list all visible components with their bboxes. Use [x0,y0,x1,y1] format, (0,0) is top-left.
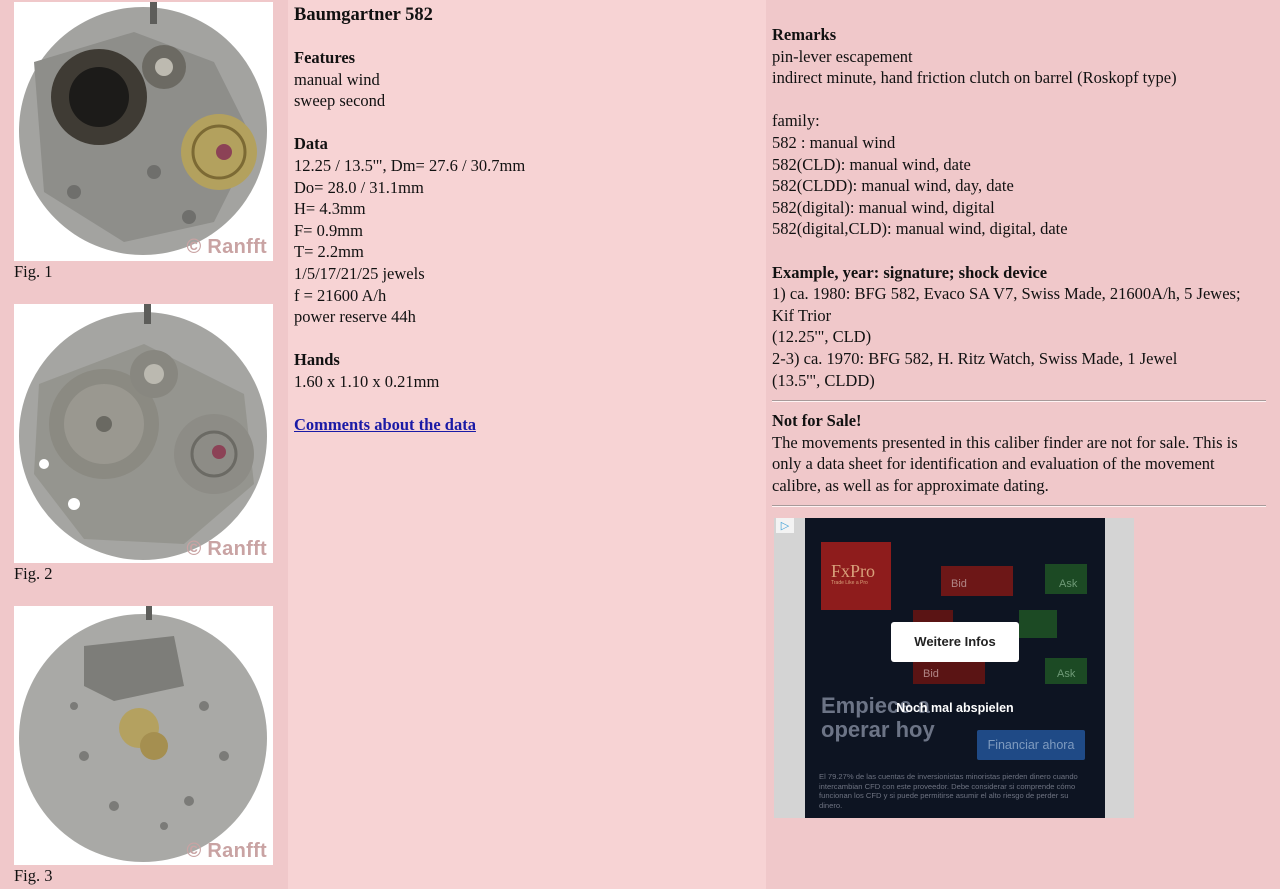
family-item: 582(digital,CLD): manual wind, digital, date [772,219,1068,239]
example-line: (12.25'", CLD) [772,327,872,347]
brand-logo-box [821,542,891,610]
data-item: T= 2.2mm [294,242,364,262]
ask-box-2 [1019,610,1057,638]
bid-label: Bid [951,578,967,590]
watch-movement-image [14,304,273,563]
bid-label: Bid [923,668,939,680]
ranfft-watermark: © Ranfft [186,840,267,863]
figure-caption: Fig. 1 [14,262,53,281]
data-column [288,0,766,889]
bid-box [941,566,1013,596]
figure-1 [14,2,273,283]
ask-label: Ask [1057,668,1076,680]
feature-item: sweep second [294,91,386,111]
watch-movement-image [14,2,273,261]
replay-button[interactable]: Noch mal abspielen [896,701,1014,715]
data-item: 1/5/17/21/25 jewels [294,263,425,283]
data-item: F= 0.9mm [294,220,363,240]
ask-label: Ask [1059,578,1078,590]
movement-photo-1[interactable] [14,2,273,261]
data-item: 12.25 / 13.5'", Dm= 27.6 / 30.7mm [294,155,526,175]
not-for-sale-heading: Not for Sale! [772,411,862,431]
figure-caption: Fig. 2 [14,564,53,583]
data-item: Do= 28.0 / 31.1mm [294,177,424,197]
example-line: 2-3) ca. 1970: BFG 582, H. Ritz Watch, Swiss Made, 1 Jewel [772,348,1178,368]
weitere-infos-button[interactable]: Weitere Infos [891,622,1019,662]
financiar-ahora-button[interactable]: Financiar ahora [977,730,1085,760]
example-line: 1) ca. 1980: BFG 582, Evaco SA V7, Swiss Made, 21600A/h, 5 Jewes; Kif Trior [772,284,1241,325]
figure-column [0,0,288,889]
movement-photo-2[interactable] [14,304,273,563]
data-item: f = 21600 A/h [294,285,387,305]
page-title: Baumgartner 582 [294,5,433,25]
ad-creative[interactable] [805,518,1105,818]
ad-headline: Empiece a operar hoy [821,693,935,742]
family-heading: family: [772,111,820,131]
ask-box-3 [1045,658,1087,684]
remark-line: pin-lever escapement [772,46,913,66]
family-item: 582(CLDD): manual wind, day, date [772,176,1014,196]
examples-heading: Example, year: signature; shock device [772,262,1048,282]
ask-box [1045,564,1087,594]
family-item: 582(CLD): manual wind, date [772,154,971,174]
data-item: H= 4.3mm [294,199,366,219]
features-heading: Features [294,48,356,67]
remarks-heading: Remarks [772,25,837,44]
ad-choices-icon[interactable]: ▷ [776,518,794,533]
figure-caption: Fig. 3 [14,866,53,885]
data-item: power reserve 44h [294,307,416,327]
hands-heading: Hands [294,350,340,370]
ranfft-watermark: © Ranfft [186,236,267,259]
movement-photo-3[interactable] [14,606,273,865]
family-item: 582 : manual wind [772,132,896,152]
feature-item: manual wind [294,69,380,89]
divider [772,400,1266,402]
advertisement[interactable] [774,518,1134,818]
data-heading: Data [294,134,328,154]
figure-3 [14,606,273,887]
hands-item: 1.60 x 1.10 x 0.21mm [294,371,440,391]
divider [772,505,1266,507]
watch-movement-image [14,606,273,865]
comments-link[interactable]: Comments about the data [294,415,476,435]
ad-disclaimer: El 79.27% de las cuentas de inversionistas minoristas pierden dinero cuando intercambian CFD con este proveedor. Debe considerar si comprende cómo funcionan los CFD y si puede permitirse asumir el alto riesgo de perder su dinero. [819,772,1078,810]
not-for-sale-text: The movements presented in this caliber finder are not for sale. This is only a data sheet for identification and evaluation of the movement calibre, as well as for approximate dating. [772,432,1238,495]
brand-tagline: Trade Like a Pro [831,580,868,586]
brand-name: FxPro [831,561,876,581]
family-item: 582(digital): manual wind, digital [772,197,995,217]
figure-2 [14,304,273,585]
remark-line: indirect minute, hand friction clutch on barrel (Roskopf type) [772,68,1177,88]
ranfft-watermark: © Ranfft [186,538,267,561]
example-line: (13.5'", CLDD) [772,370,875,390]
